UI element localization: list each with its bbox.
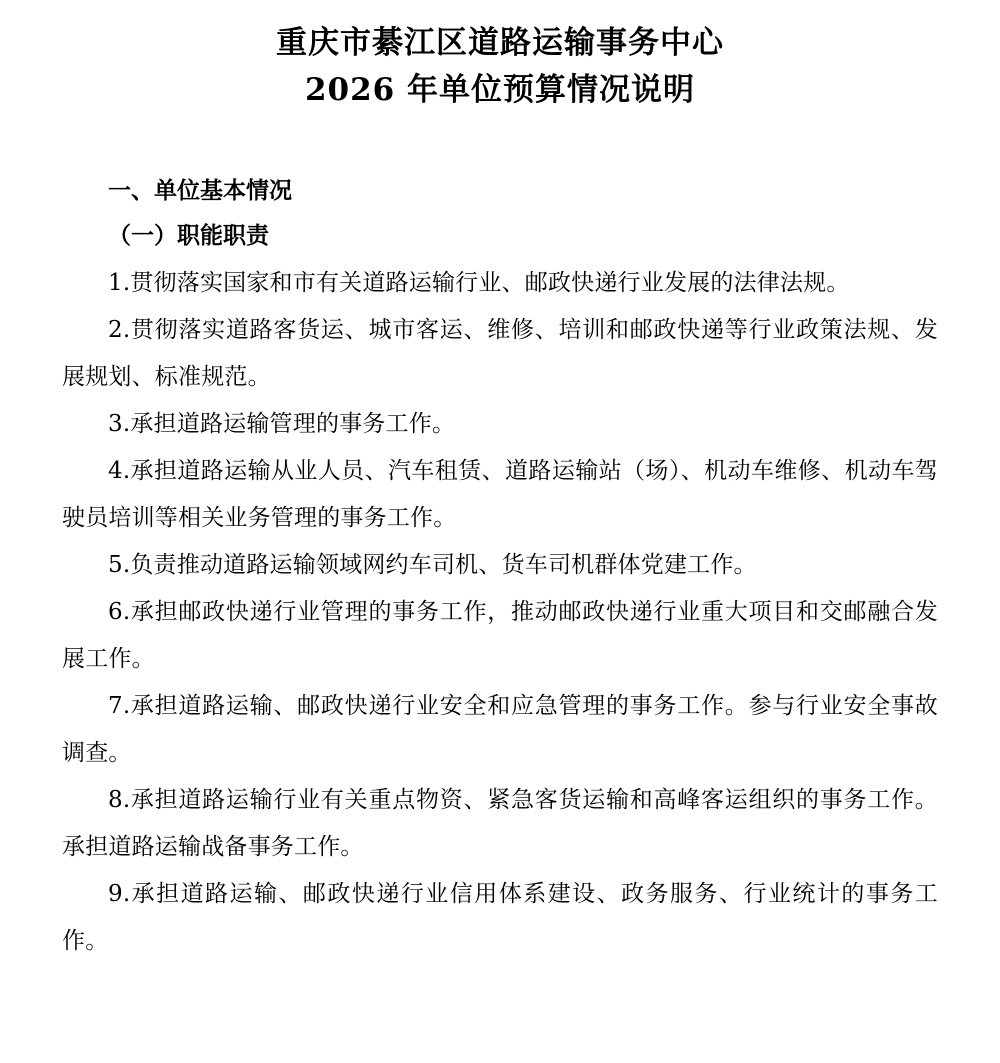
paragraph-2: 2.贯彻落实道路客货运、城市客运、维修、培训和邮政快递等行业政策法规、发展规划、标准规范。: [62, 317, 938, 390]
document-title: [62, 14, 938, 114]
document-title-line-1: 重庆市綦江区道路运输事务中心: [276, 25, 724, 61]
section-heading: 一、单位基本情况: [108, 177, 292, 204]
sub-heading: （一）职能职责: [108, 222, 269, 249]
paragraph-1: 1.贯彻落实国家和市有关道路运输行业、邮政快递行业发展的法律法规。: [108, 270, 850, 296]
paragraph-3: 3.承担道路运输管理的事务工作。: [108, 411, 456, 437]
document-title-line-2: 2026 年单位预算情况说明: [304, 72, 696, 108]
paragraph-6: 6.承担邮政快递行业管理的事务工作，推动邮政快递行业重大项目和交邮融合发展工作。: [62, 599, 938, 672]
paragraph-9: 9.承担道路运输、邮政快递行业信用体系建设、政务服务、行业统计的事务工作。: [62, 881, 938, 954]
paragraph-4: 4.承担道路运输从业人员、汽车租赁、道路运输站（场）、机动车维修、机动车驾驶员培训等相关业务管理的事务工作。: [62, 458, 938, 531]
paragraph-8: 8.承担道路运输行业有关重点物资、紧急客货运输和高峰客运组织的事务工作。承担道路运输战备事务工作。: [62, 787, 938, 860]
paragraph-7: 7.承担道路运输、邮政快递行业安全和应急管理的事务工作。参与行业安全事故调查。: [62, 693, 938, 766]
paragraph-5: 5.负责推动道路运输领域网约车司机、货车司机群体党建工作。: [108, 552, 757, 578]
title-spacer: [62, 114, 938, 170]
